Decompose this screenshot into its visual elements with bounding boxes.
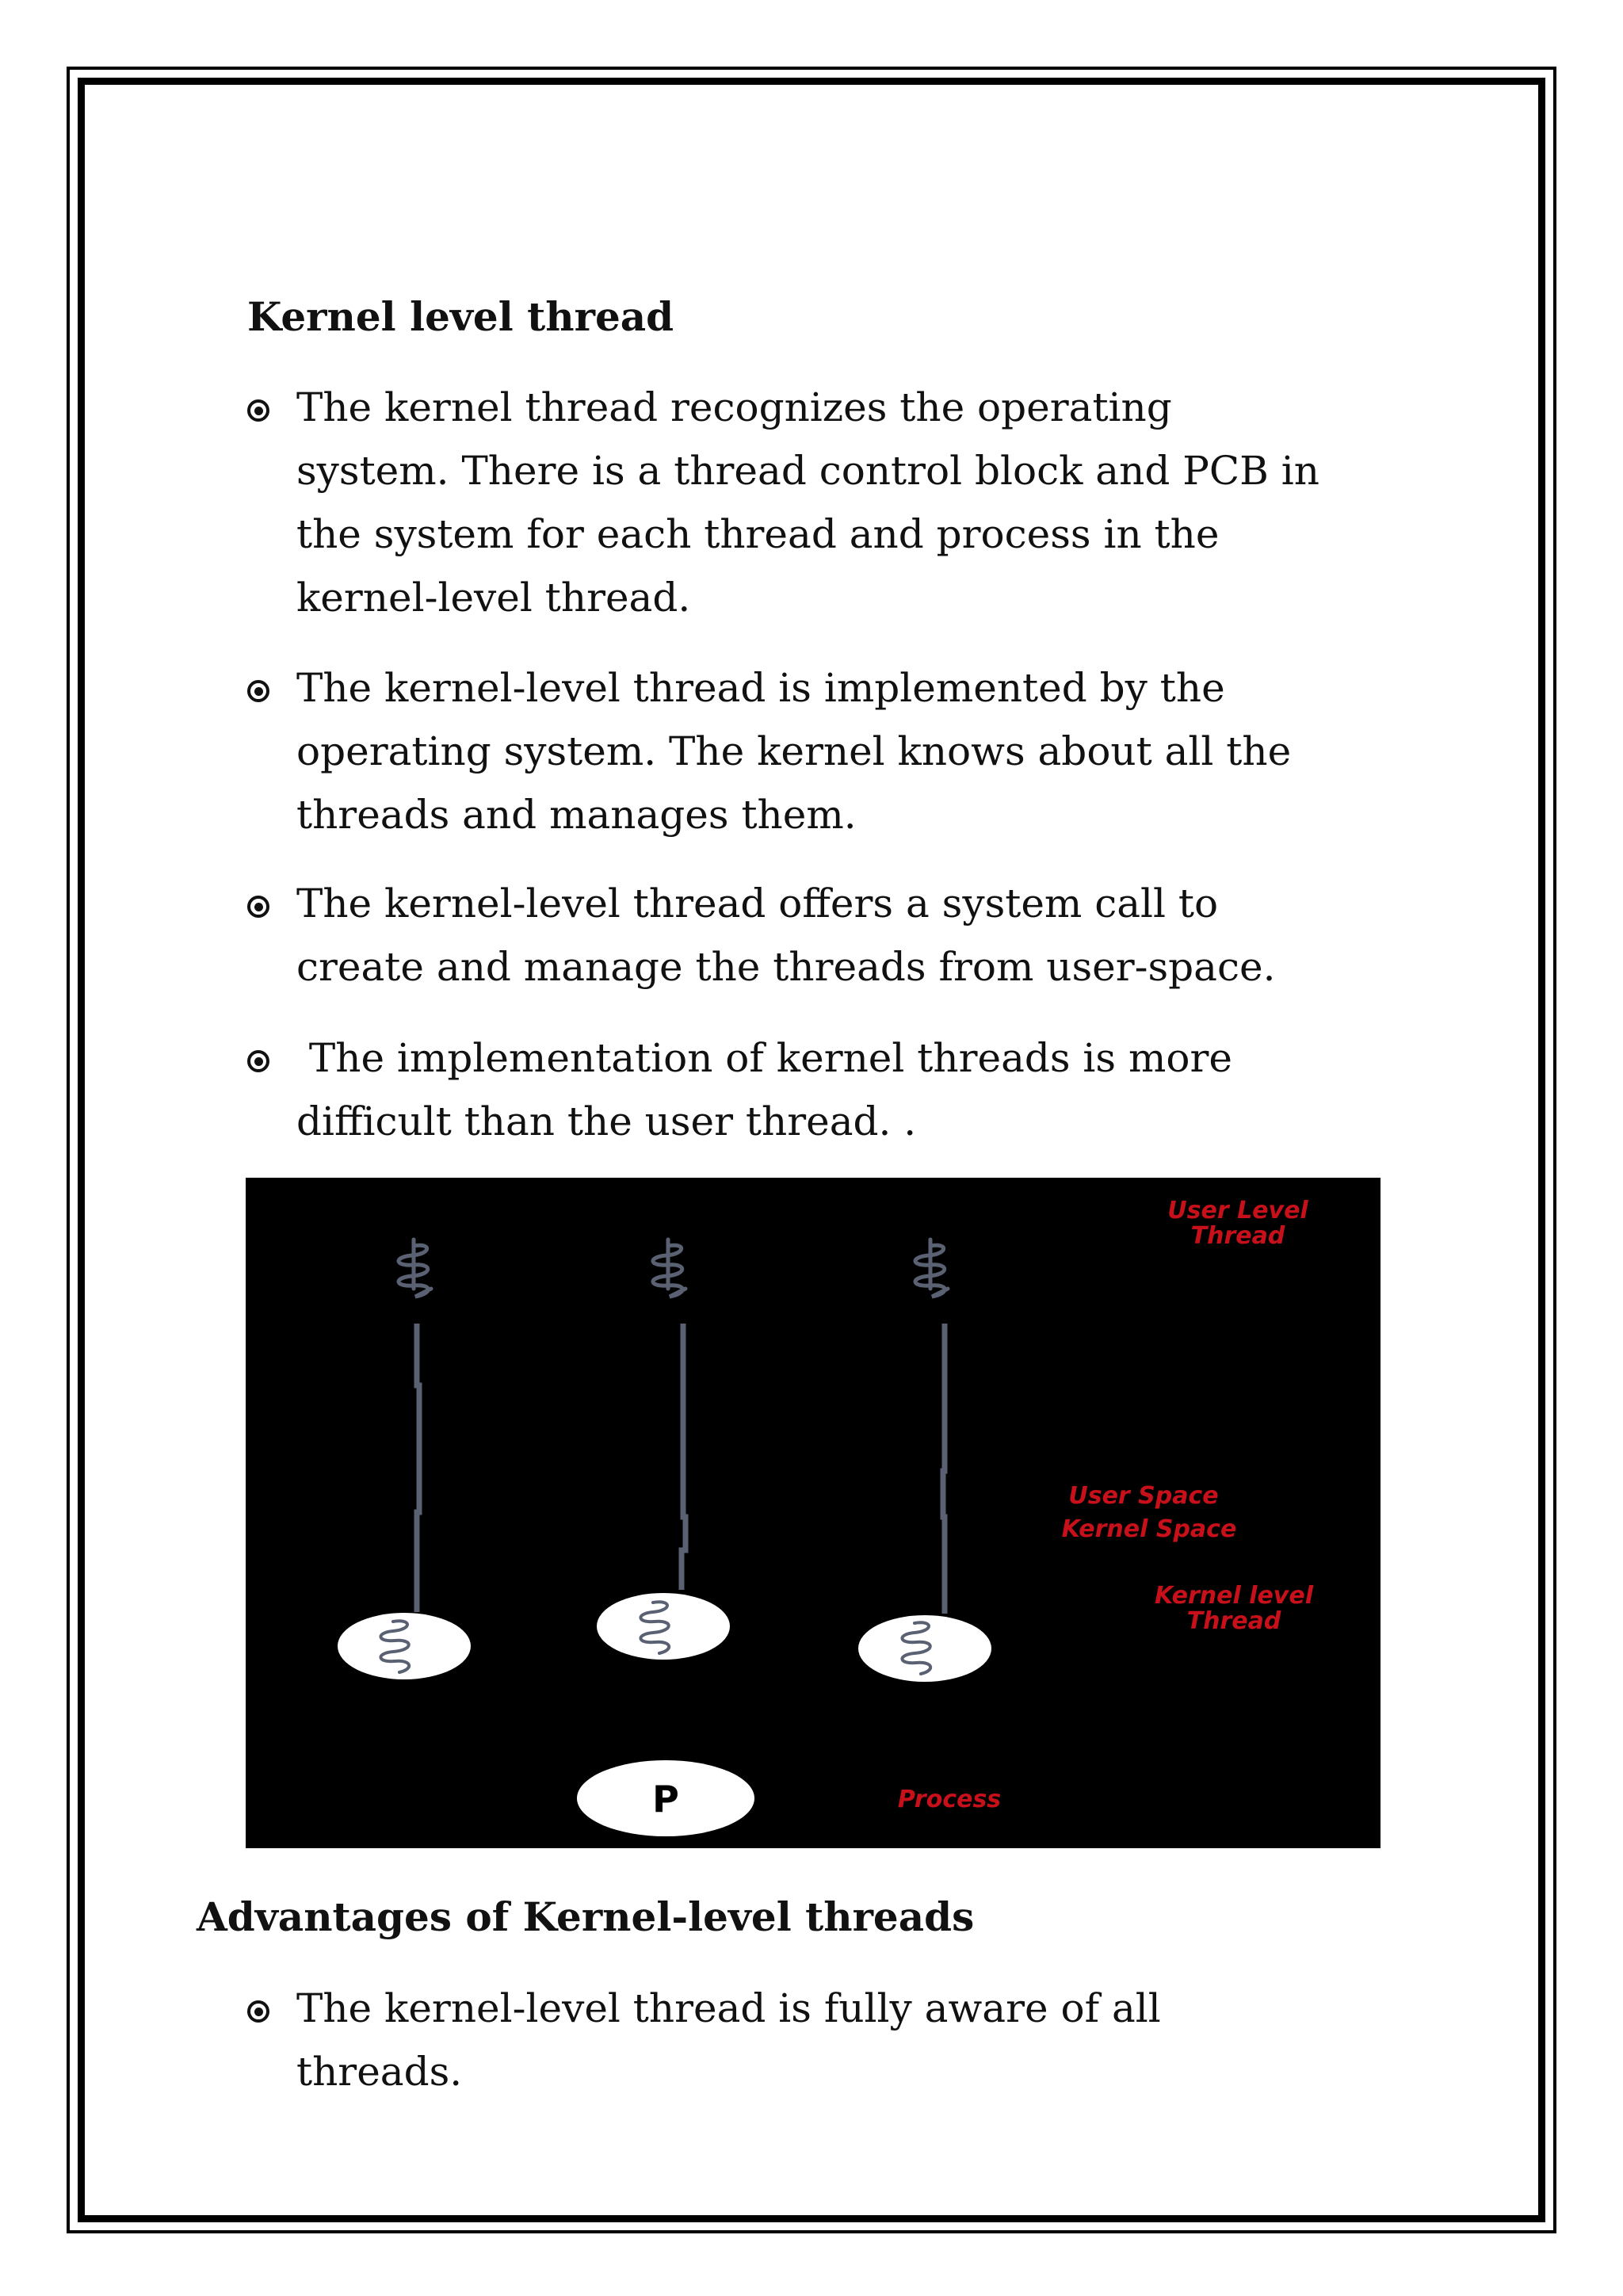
bullet-text <box>247 376 1436 629</box>
bullet-text <box>247 1977 1436 2103</box>
section-title-advantages: Advantages of Kernel-level threads <box>197 1893 975 1940</box>
bullet-line: difficult than the user thread. . <box>296 1098 917 1144</box>
bullet-line: threads and manages them. <box>296 792 857 838</box>
bullet-item <box>247 872 1436 999</box>
bullet-item <box>247 376 1436 629</box>
bullet-text <box>247 1026 1436 1153</box>
bullet-icon <box>247 680 269 702</box>
diagram-canvas <box>246 1178 1381 1848</box>
bullet-item <box>247 1977 1436 2103</box>
bullet-icon <box>247 896 269 918</box>
kernel-thread-diagram <box>246 1178 1381 1848</box>
label-kernel-space: Kernel Space <box>1061 1515 1237 1543</box>
bullet-line: create and manage the threads from user-space. <box>296 944 1276 990</box>
bullet-line: threads. <box>296 2049 463 2095</box>
label-user-level-thread-line1: User Level <box>1167 1197 1308 1224</box>
process-symbol: P <box>652 1778 679 1820</box>
bullet-line: the system for each thread and process in the <box>296 511 1220 557</box>
thread-line <box>417 1324 419 1612</box>
bullet-icon <box>247 1050 269 1072</box>
thread-line <box>943 1324 945 1614</box>
bullet-line: The kernel-level thread offers a system call to <box>296 881 1219 926</box>
bullet-line: The kernel-level thread is fully aware of all <box>296 1985 1161 2031</box>
bullet-line: The implementation of kernel threads is more <box>296 1035 1232 1081</box>
thread-line <box>682 1324 685 1590</box>
label-process: Process <box>897 1786 1002 1813</box>
label-kernel-level-thread-line2: Thread <box>1186 1607 1281 1635</box>
label-kernel-level-thread-line1: Kernel level <box>1155 1582 1313 1610</box>
bullet-item <box>247 1026 1436 1153</box>
bullet-icon <box>247 399 269 422</box>
bullet-icon <box>247 2000 269 2023</box>
bullet-text <box>247 656 1436 846</box>
bullet-text <box>247 872 1436 999</box>
bullet-item <box>247 656 1436 846</box>
bullet-line: The kernel thread recognizes the operating <box>296 384 1172 430</box>
label-user-level-thread-line2: Thread <box>1190 1222 1285 1250</box>
section-title-kernel-level-thread: Kernel level thread <box>247 293 674 340</box>
bullet-line: system. There is a thread control block and PCB in <box>296 448 1319 494</box>
bullet-line: The kernel-level thread is implemented by the <box>296 665 1225 711</box>
bullet-line: operating system. The kernel knows about all the <box>296 728 1292 774</box>
bullet-line: kernel-level thread. <box>296 575 691 621</box>
label-user-space: User Space <box>1068 1482 1219 1510</box>
